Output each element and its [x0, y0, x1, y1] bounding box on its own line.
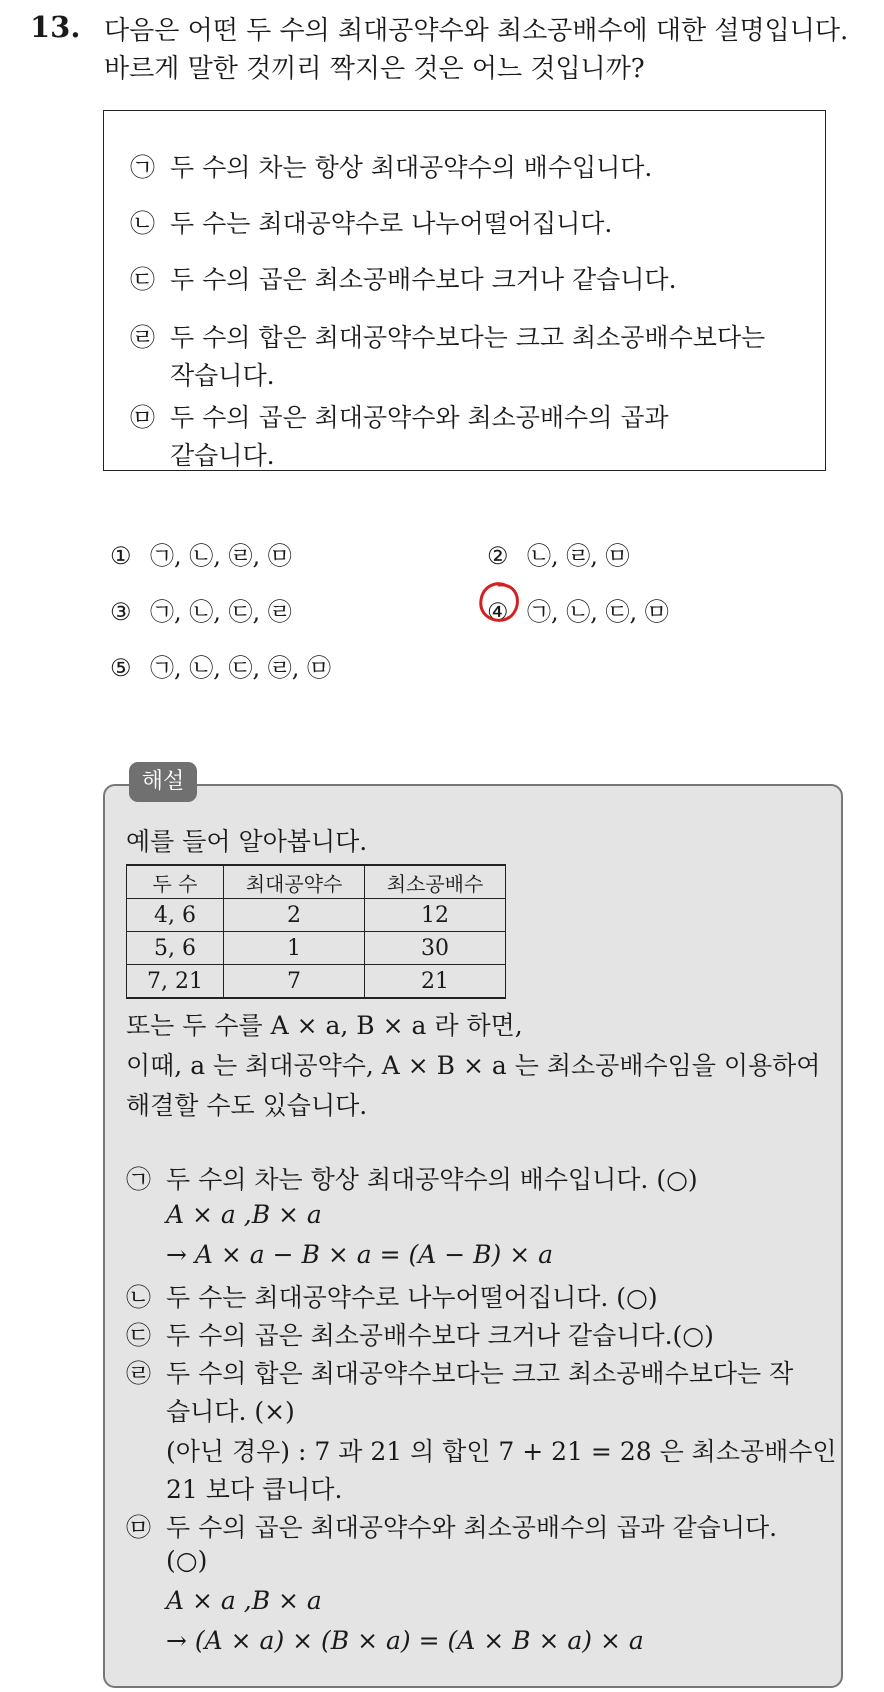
solution-math: → A × a − B × a = (A − B) × a [166, 1240, 554, 1269]
question-number: 13. [30, 10, 81, 44]
statement-marker: ㉣ [130, 323, 156, 352]
statement-e-line2: 같습니다. [170, 441, 275, 470]
solution-item-text: 두 수의 곱은 최대공약수와 최소공배수의 곱과 같습니다. [166, 1513, 778, 1542]
statement-marker: ㉢ [130, 265, 156, 294]
solution-marker: ㉡ [126, 1283, 152, 1312]
statement-marker: ㉠ [130, 153, 156, 182]
choice-number: ⑤ [110, 654, 132, 682]
solution-tag: 해설 [129, 762, 197, 802]
statement-text: 두 수의 곱은 최대공약수와 최소공배수의 곱과 [170, 403, 669, 432]
table-cell: 5, 6 [127, 932, 224, 965]
solution-math: A × a ,B × a [166, 1586, 322, 1615]
table-cell: 30 [365, 932, 506, 965]
statement-text: 두 수의 합은 최대공약수보다는 크고 최소공배수보다는 [170, 323, 766, 352]
statement-text: 두 수의 차는 항상 최대공약수의 배수입니다. [170, 153, 653, 182]
table-row [127, 899, 506, 932]
solution-continuation: (○) [166, 1546, 208, 1575]
solution-paragraph: 또는 두 수를 A × a, B × a 라 하면, [126, 1011, 523, 1040]
choice-number: ① [110, 542, 132, 570]
table-cell: 4, 6 [127, 899, 224, 932]
table-header: 최대공약수 [224, 865, 365, 899]
table-cell: 1 [224, 932, 365, 965]
table-cell: 21 [365, 965, 506, 999]
solution-paragraph: 해결할 수도 있습니다. [126, 1091, 368, 1120]
choice-text: ㉡, ㉣, ㉤ [527, 542, 630, 570]
statement-e [130, 398, 669, 434]
solution-math: → (A × a) × (B × a) = (A × B × a) × a [166, 1626, 644, 1655]
table-cell: 7, 21 [127, 965, 224, 999]
solution-item-e [126, 1508, 777, 1544]
solution-item-a [126, 1160, 698, 1196]
choice-number: ② [487, 542, 509, 570]
solution-continuation: 습니다. (×) [166, 1397, 295, 1426]
choice-text: ㉠, ㉡, ㉢, ㉣, ㉤ [150, 654, 332, 682]
example-table [126, 864, 506, 999]
solution-item-c [126, 1316, 714, 1352]
solution-marker: ㉤ [126, 1513, 152, 1542]
table-header: 두 수 [127, 865, 224, 899]
choice-2[interactable] [487, 536, 630, 571]
choice-3[interactable] [110, 592, 292, 627]
solution-marker: ㉢ [126, 1321, 152, 1350]
table-header: 최소공배수 [365, 865, 506, 899]
solution-item-text: 두 수의 차는 항상 최대공약수의 배수입니다. (○) [166, 1165, 698, 1194]
table-row [127, 965, 506, 999]
solution-math: A × a ,B × a [166, 1200, 322, 1229]
choice-1[interactable] [110, 536, 292, 571]
statement-d [130, 318, 765, 354]
solution-counterexample: 21 보다 큽니다. [166, 1475, 343, 1504]
solution-item-text: 두 수의 합은 최대공약수보다는 크고 최소공배수보다는 작 [166, 1359, 794, 1388]
statement-a [130, 148, 652, 184]
solution-item-text: 두 수는 최대공약수로 나누어떨어집니다. (○) [166, 1283, 658, 1312]
statement-marker: ㉡ [130, 209, 156, 238]
solution-marker: ㉠ [126, 1165, 152, 1194]
table-cell: 7 [224, 965, 365, 999]
statement-d-line2: 작습니다. [170, 361, 275, 390]
choice-number: ③ [110, 598, 132, 626]
choice-text: ㉠, ㉡, ㉣, ㉤ [150, 542, 292, 570]
statement-marker: ㉤ [130, 403, 156, 432]
solution-item-b [126, 1278, 658, 1314]
statement-text: 두 수는 최대공약수로 나누어떨어집니다. [170, 209, 613, 238]
statement-c [130, 260, 677, 296]
statement-text: 두 수의 곱은 최소공배수보다 크거나 같습니다. [170, 265, 677, 294]
table-row [127, 932, 506, 965]
table-cell: 12 [365, 899, 506, 932]
solution-paragraph: 이때, a 는 최대공약수, A × B × a 는 최소공배수임을 이용하여 [126, 1051, 821, 1080]
choice-text: ㉠, ㉡, ㉢, ㉤ [527, 598, 669, 626]
question-text-line1: 다음은 어떤 두 수의 최대공약수와 최소공배수에 대한 설명입니다. [104, 16, 849, 46]
table-header-row [127, 865, 506, 899]
choice-number: ④ [487, 598, 509, 626]
table-cell: 2 [224, 899, 365, 932]
solution-counterexample: (아닌 경우) : 7 과 21 의 합인 7 + 21 = 28 은 최소공배수인 [166, 1437, 837, 1466]
question-text-line2: 바르게 말한 것끼리 짝지은 것은 어느 것입니까? [104, 54, 645, 84]
selected-answer-circle [477, 580, 521, 624]
statement-b [130, 204, 612, 240]
choice-5[interactable] [110, 648, 331, 683]
solution-item-d [126, 1354, 793, 1390]
solution-item-text: 두 수의 곱은 최소공배수보다 크거나 같습니다.(○) [166, 1321, 714, 1350]
choice-text: ㉠, ㉡, ㉢, ㉣ [150, 598, 292, 626]
solution-marker: ㉣ [126, 1359, 152, 1388]
solution-intro: 예를 들어 알아봅니다. [126, 827, 368, 856]
